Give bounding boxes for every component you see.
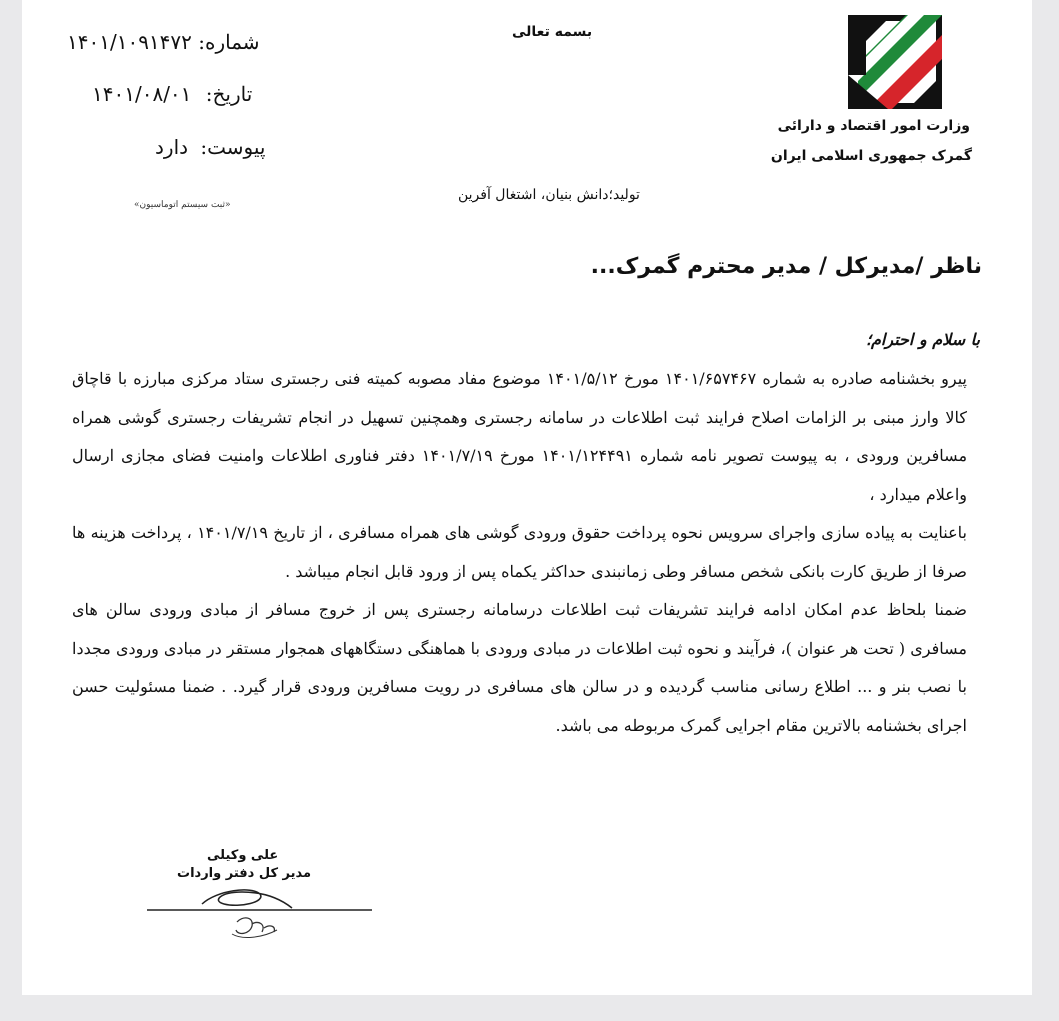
date-value: ۱۴۰۱/۰۸/۰۱	[92, 82, 192, 106]
number-value: ۱۴۰۱/۱۰۹۱۴۷۲	[67, 30, 192, 54]
ministry-name: وزارت امور اقتصاد و دارائی	[777, 118, 970, 134]
iran-customs-logo-icon	[848, 15, 942, 109]
letter-page	[22, 0, 1032, 995]
signer-title: مدیر کل دفتر واردات	[177, 866, 312, 881]
letter-body	[72, 360, 967, 745]
customs-name: گمرک جمهوری اسلامی ایران	[770, 148, 972, 164]
greeting: با سلام و احترام؛	[865, 330, 980, 349]
letter-number	[67, 30, 260, 54]
handwritten-signature	[142, 880, 402, 950]
paragraph-2: باعنایت به پیاده سازی واجرای سرویس نحوه پرداخت حقوق ورودی گوشی های همراه مسافری ، از تاریخ ۱۴۰۱/۷/۱۹ ، پرداخت هزینه ها صرفا از طریق کارت بانکی شخص مسافر وطی زمانبندی حداکثر یکماه پس از ورود قابل انجام میباشد .	[72, 523, 967, 581]
number-label: شماره:	[198, 30, 260, 54]
slogan: تولید؛دانش بنیان، اشتغال آفرین	[458, 187, 640, 203]
paragraph-3: ضمنا بلحاظ عدم امکان ادامه فرایند تشریفات ثبت اطلاعات درسامانه رجستری پس از خروج مسافر از مبادی ورودی سالن های مسافری ( تحت هر عنوان )، فرآیند و نحوه ثبت اطلاعات در مبادی ورودی با هماهنگی دستگاههای همجوار مستقر در مبادی ورودی مجددا با نصب بنر و ... اطلاع رسانی مناسب گردیده و در سالن های مسافری در رویت مسافرین ورودی قرار گیرد. . ضمنا مسئولیت حسن اجرای بخشنامه بالاترین مقام اجرایی گمرک مربوطه می باشد.	[72, 600, 967, 735]
date-label: تاریخ:	[205, 82, 253, 106]
paragraph-1: پیرو بخشنامه صادره به شماره ۱۴۰۱/۶۵۷۴۶۷ مورخ ۱۴۰۱/۵/۱۲ موضوع مفاد مصوبه کمیته فنی رجستری ستاد مرکزی مبارزه با قاچاق کالا وارز مبنی بر الزامات اصلاح فرایند ثبت اطلاعات در سامانه رجستری وهمچنین تسهیل در انجام تشریفات رجستری گوشی همراه مسافرین ورودی ، به پیوست تصویر نامه شماره ۱۴۰۱/۱۲۴۴۹۱ مورخ ۱۴۰۱/۷/۱۹ دفتر فناوری اطلاعات وامنیت فضای مجازی ارسال واعلام میدارد ،	[72, 369, 968, 504]
attachment-label: پیوست:	[200, 135, 266, 159]
signer-name: علی وکیلی	[207, 848, 279, 863]
addressee: ناظر /مدیرکل / مدیر محترم گمرک...	[590, 254, 982, 279]
basmala: بسمه تعالی	[512, 24, 593, 40]
letter-attachment	[155, 135, 265, 159]
attachment-value: دارد	[155, 135, 189, 159]
automation-note: «ثبت سیستم اتوماسیون»	[134, 200, 231, 210]
letter-date	[92, 82, 252, 106]
